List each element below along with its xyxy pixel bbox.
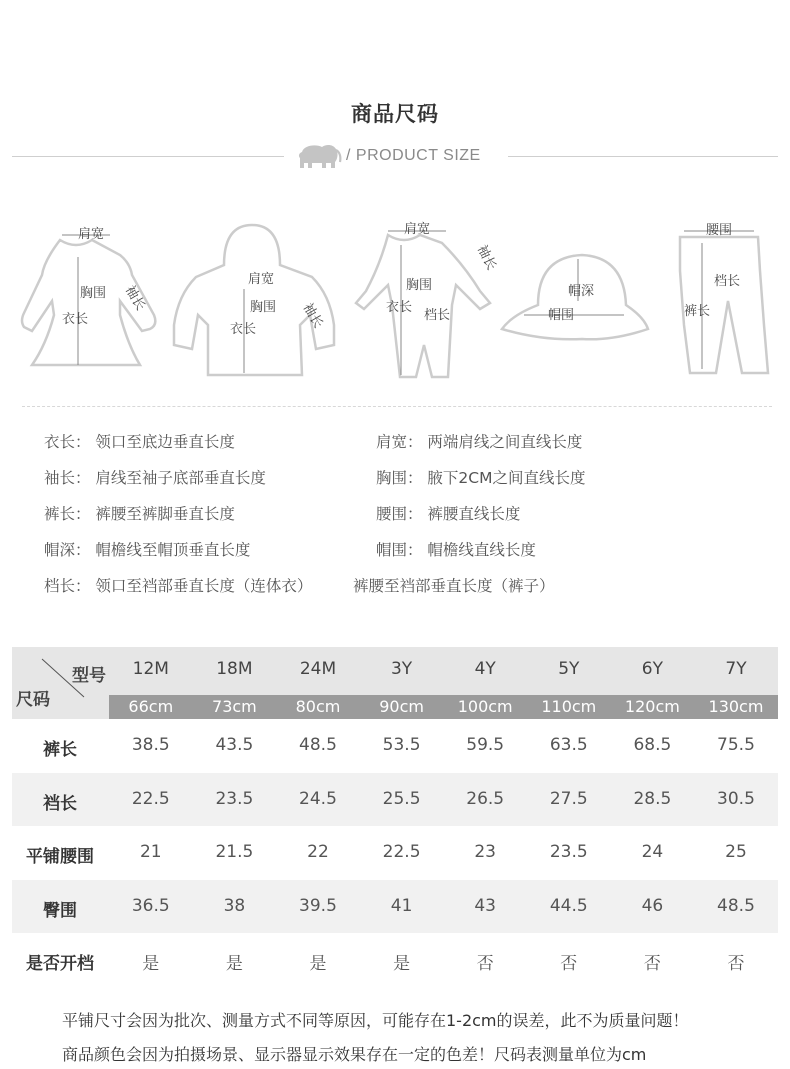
- definitions: [44, 430, 764, 610]
- table-cell: 75.5: [717, 735, 755, 755]
- subtitle: / PRODUCT SIZE: [346, 147, 481, 164]
- row-label: 平铺腰围: [26, 847, 94, 867]
- height-header: 110cm: [541, 697, 597, 716]
- page-title: 商品尺码: [351, 102, 439, 126]
- table-cell: 25.5: [382, 788, 421, 809]
- row-label: 臀围: [43, 900, 77, 921]
- corner-model-label: 型号: [72, 666, 106, 686]
- table-cell: 21.5: [215, 842, 254, 862]
- note-line: 商品颜色会因为拍摄场景、显示器显示效果存在一定的色差！尺码表测量单位为cm: [62, 1045, 647, 1064]
- table-row: [12, 773, 778, 827]
- definition-left: 衣长： 领口至底边垂直长度: [44, 433, 235, 451]
- garment-diagrams: [12, 205, 778, 395]
- definition-left: 袖长： 肩线至袖子底部垂直长度: [44, 469, 266, 487]
- definition-right: 胸围： 腋下2CM之间直线长度: [376, 469, 586, 487]
- divider-right: [508, 156, 778, 157]
- size-header: 6Y: [641, 659, 663, 679]
- definition-left: 帽深： 帽檐线至帽顶垂直长度: [44, 541, 251, 559]
- romper-length-label: 衣长: [386, 300, 413, 315]
- row-label: 是否开档: [26, 954, 94, 974]
- definition-right: 肩宽： 两端肩线之间直线长度: [376, 433, 583, 451]
- table-cell: 23.5: [215, 788, 254, 809]
- size-table: [12, 647, 778, 987]
- table-cell: 28.5: [633, 788, 672, 809]
- table-cell: 27.5: [549, 788, 588, 809]
- definition-row: [44, 538, 764, 574]
- hat-diagram: [502, 255, 648, 339]
- pants-crotch-label: 档长: [714, 274, 741, 289]
- table-cell: 是: [225, 954, 243, 974]
- table-cell: 否: [476, 954, 494, 974]
- dress-length-label: 衣长: [62, 312, 89, 327]
- table-row: [12, 933, 778, 987]
- table-row: [12, 719, 778, 773]
- size-header: 3Y: [390, 659, 413, 679]
- height-header: 80cm: [295, 697, 341, 716]
- divider-left: [12, 156, 284, 157]
- table-cell: 53.5: [382, 735, 421, 755]
- table-cell: 是: [142, 954, 160, 974]
- dress-chest-label: 胸围: [80, 286, 107, 301]
- dotted-divider: [22, 406, 772, 407]
- table-cell: 38.5: [131, 735, 170, 755]
- pants-length-label: 裤长: [684, 304, 711, 319]
- table-cell: 43.5: [215, 735, 254, 755]
- table-cell: 22.5: [131, 788, 170, 809]
- jacket-shoulder-label: 肩宽: [248, 272, 275, 287]
- definition-left: 裤长： 裤腰至裤脚垂直长度: [44, 505, 235, 523]
- table-cell: 30.5: [717, 788, 755, 809]
- size-header: 4Y: [474, 659, 496, 679]
- table-cell: 43: [474, 895, 496, 916]
- romper-crotch-label: 档长: [424, 308, 451, 323]
- table-cell: 38: [223, 895, 246, 916]
- height-header: 130cm: [708, 697, 764, 716]
- table-cell: 22: [307, 842, 329, 862]
- row-label: 裤长: [43, 740, 77, 760]
- definition-left: 档长： 领口至裆部垂直长度（连体衣）: [44, 577, 313, 595]
- table-cell: 46: [641, 895, 664, 916]
- height-header: 73cm: [212, 697, 257, 716]
- table-cell: 63.5: [549, 735, 588, 755]
- table-cell: 24.5: [299, 788, 337, 809]
- definition-right: 裤腰至裆部垂直长度（裤子）: [353, 577, 555, 595]
- size-header: 24M: [299, 659, 337, 679]
- table-cell: 21: [139, 842, 162, 862]
- table-cell: 否: [727, 954, 745, 974]
- table-cell: 是: [309, 954, 327, 974]
- hat-depth-label: 帽深: [568, 284, 595, 299]
- table-cell: 44.5: [549, 895, 588, 916]
- definition-right: 帽围： 帽檐线直线长度: [376, 541, 536, 559]
- table-cell: 否: [643, 954, 661, 974]
- definition-row: [44, 430, 764, 466]
- dress-sleeve-label: 袖长: [121, 283, 148, 314]
- table-cell: 否: [560, 954, 578, 974]
- table-cell: 48.5: [299, 735, 337, 755]
- romper-chest-label: 胸围: [406, 278, 433, 293]
- table-cell: 26.5: [466, 788, 505, 809]
- table-cell: 24: [641, 842, 664, 862]
- jacket-diagram: [174, 225, 334, 375]
- elephant-icon: [296, 142, 342, 170]
- size-table-header: [12, 647, 778, 719]
- hat-circ-label: 帽围: [548, 308, 575, 323]
- jacket-length-label: 衣长: [230, 322, 257, 337]
- romper-diagram: [356, 222, 500, 377]
- row-label: 裆长: [43, 793, 77, 814]
- dress-shoulder-label: 肩宽: [78, 227, 105, 242]
- romper-sleeve-label: 袖长: [473, 242, 499, 273]
- pants-diagram: [680, 223, 768, 373]
- height-header: 90cm: [379, 697, 424, 716]
- table-cell: 36.5: [131, 895, 170, 916]
- note-line: 平铺尺寸会因为批次、测量方式不同等原因，可能存在1-2cm的误差，此不为质量问题！: [62, 1011, 689, 1030]
- jacket-chest-label: 胸围: [250, 300, 277, 315]
- table-cell: 68.5: [633, 735, 672, 755]
- size-header: 5Y: [558, 659, 580, 679]
- jacket-sleeve-label: 袖长: [299, 300, 326, 331]
- table-row: [12, 880, 778, 934]
- height-header: 66cm: [128, 697, 174, 716]
- table-cell: 23.5: [549, 842, 588, 862]
- size-header: 12M: [132, 659, 169, 679]
- size-header: 18M: [216, 659, 253, 679]
- corner-size-label: 尺码: [16, 690, 50, 710]
- definition-row: [44, 502, 764, 538]
- table-cell: 是: [393, 954, 411, 974]
- definition-right: 腰围： 裤腰直线长度: [376, 505, 521, 523]
- table-cell: 22.5: [382, 842, 421, 862]
- table-row: [12, 826, 778, 880]
- notes: [62, 1008, 762, 1069]
- table-cell: 41: [390, 895, 413, 916]
- dress-diagram: [22, 227, 155, 365]
- table-cell: 39.5: [299, 895, 337, 916]
- height-header: 120cm: [624, 697, 680, 716]
- subtitle-row: [12, 142, 778, 172]
- pants-waist-label: 腰围: [706, 223, 733, 238]
- definition-row: [44, 466, 764, 502]
- romper-shoulder-label: 肩宽: [404, 222, 431, 237]
- table-cell: 23: [474, 842, 496, 862]
- table-cell: 48.5: [717, 895, 755, 916]
- size-header: 7Y: [725, 659, 747, 679]
- table-cell: 59.5: [466, 735, 505, 755]
- height-header: 100cm: [457, 697, 513, 716]
- definition-row: [44, 574, 764, 610]
- table-cell: 25: [725, 842, 747, 862]
